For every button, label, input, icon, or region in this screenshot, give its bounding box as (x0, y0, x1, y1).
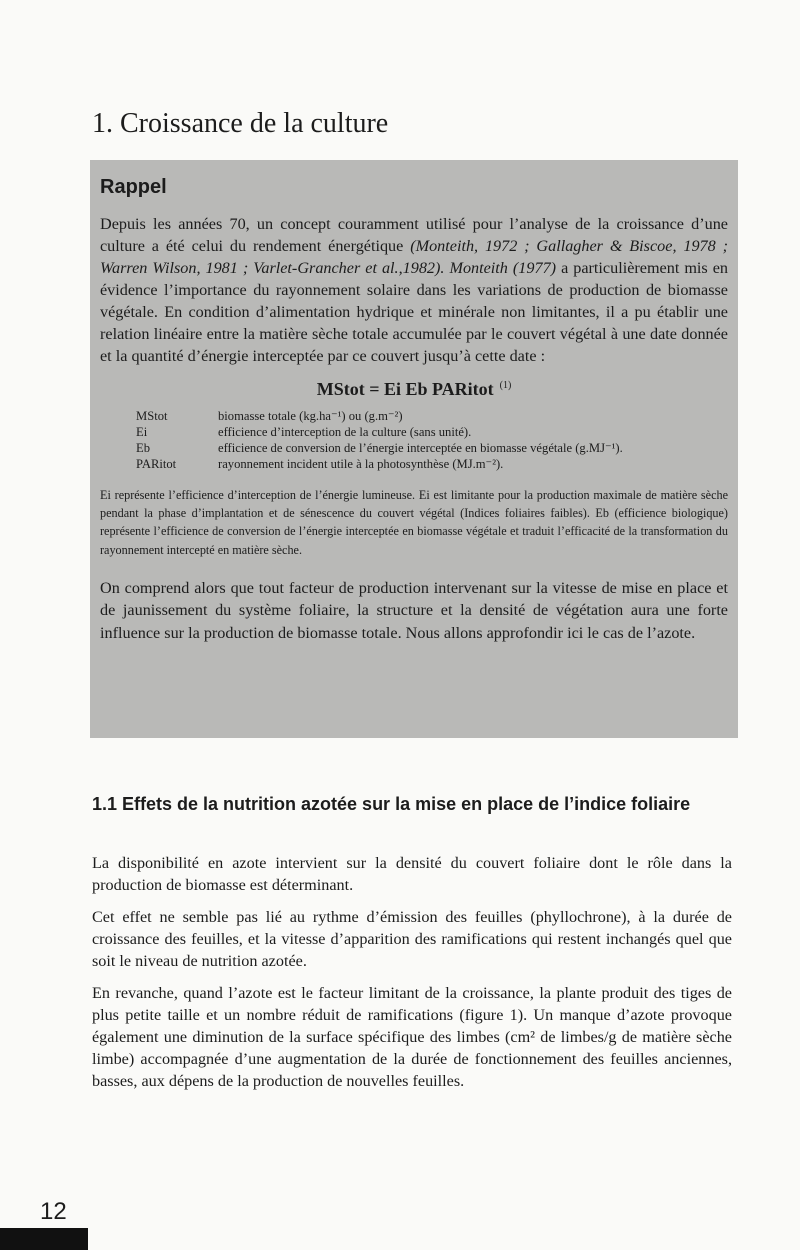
definition-row (136, 440, 738, 456)
subsection-title: 1.1 Effets de la nutrition azotée sur la mise en place de l’indice foliaire (92, 794, 691, 814)
definition-desc: efficience d’interception de la culture (sans unité). (218, 425, 472, 439)
body-paragraph-3: En revanche, quand l’azote est le facteur limitant de la croissance, la plante produit des tiges de plus petite taille et un nombre réduit de ramifications (figure 1). Un manque d’azote provoque également une diminution de la surface spécifique des limbes (cm² de limbes/g de matière sèche limbe) accompagnée d’une augmentation de la durée de fonctionnement des feuilles anciennes, basses, aux dépens de la production de nouvelles feuilles. (92, 984, 732, 1090)
formula-text: MStot = Ei Eb PARitot (316, 379, 494, 399)
rappel-paragraph-2: On comprend alors que tout facteur de production intervenant sur la vitesse de mise en place et de jaunissement du système foliaire, la structure et la densité de végétation aura une forte influence sur la production de biomasse totale. Nous allons approfondir ici le cas de l’azote. (100, 578, 728, 642)
definition-row (136, 408, 738, 424)
rappel-heading: Rappel (100, 176, 167, 198)
page-number: 12 (40, 1198, 67, 1225)
rappel-paragraph-1 (100, 213, 728, 367)
definitions-table (136, 408, 738, 472)
definition-term: Ei (136, 425, 148, 439)
section-title: 1. Croissance de la culture (92, 108, 389, 139)
body-paragraph-1: La disponibilité en azote intervient sur la densité du couvert foliaire dont le rôle dans la production de biomasse est déterminant. (92, 854, 732, 894)
definition-row (136, 456, 738, 472)
definition-term: MStot (136, 409, 168, 423)
definition-desc: biomasse totale (kg.ha⁻¹) ou (g.m⁻²) (218, 409, 403, 423)
page-number-bar (0, 1228, 88, 1250)
rappel-p1-text-b: a particulièrement mis en évidence l’importance du rayonnement solaire dans les variations de production de biomasse végétale. En condition d’alimentation hydrique et minérale non limitantes, il a pu établir une relation linéaire entre la matière sèche totale accumulée par le couvert végétal à une date donnée et la quantité d’énergie interceptée par ce couvert jusqu’à cette date : (100, 259, 728, 365)
definition-term: PARitot (136, 457, 177, 471)
rappel-p1-text-a: Depuis les années 70, un concept couramment utilisé pour l’analyse de la croissance d’une culture a été celui du rendement énergétique (100, 215, 728, 255)
definition-row (136, 424, 738, 440)
definition-desc: efficience de conversion de l’énergie interceptée en biomasse végétale (g.MJ⁻¹). (218, 441, 623, 455)
rappel-p1-references: (Monteith, 1972 ; Gallagher & Biscoe, 1978 ; Warren Wilson, 1981 ; Varlet-Grancher et al.,1982). Monteith (1977) (100, 237, 728, 277)
rappel-note: Ei représente l’efficience d’interception de l’énergie lumineuse. Ei est limitante pour la production maximale de matière sèche pendant la phase d’implantation et de sénescence du couvert végétal (Indices foliaires faibles). Eb (efficience biologique) représente l’efficience de conversion de l’énergie interceptée en biomasse végétale et traduit l’efficacité de la transformation du rayonnement intercepté en matière sèche. (100, 488, 728, 557)
body-text (92, 852, 732, 1102)
definition-term: Eb (136, 441, 150, 455)
formula (100, 379, 728, 400)
body-paragraph-2: Cet effet ne semble pas lié au rythme d’émission des feuilles (phyllochrone), à la durée de croissance des feuilles, et la vitesse d’apparition des ramifications qui restent inchangés quel que soit le niveau de nutrition azotée. (92, 908, 732, 970)
formula-footnote: (1) (499, 380, 512, 391)
rappel-box (90, 160, 738, 738)
definition-desc: rayonnement incident utile à la photosynthèse (MJ.m⁻²). (218, 457, 504, 471)
